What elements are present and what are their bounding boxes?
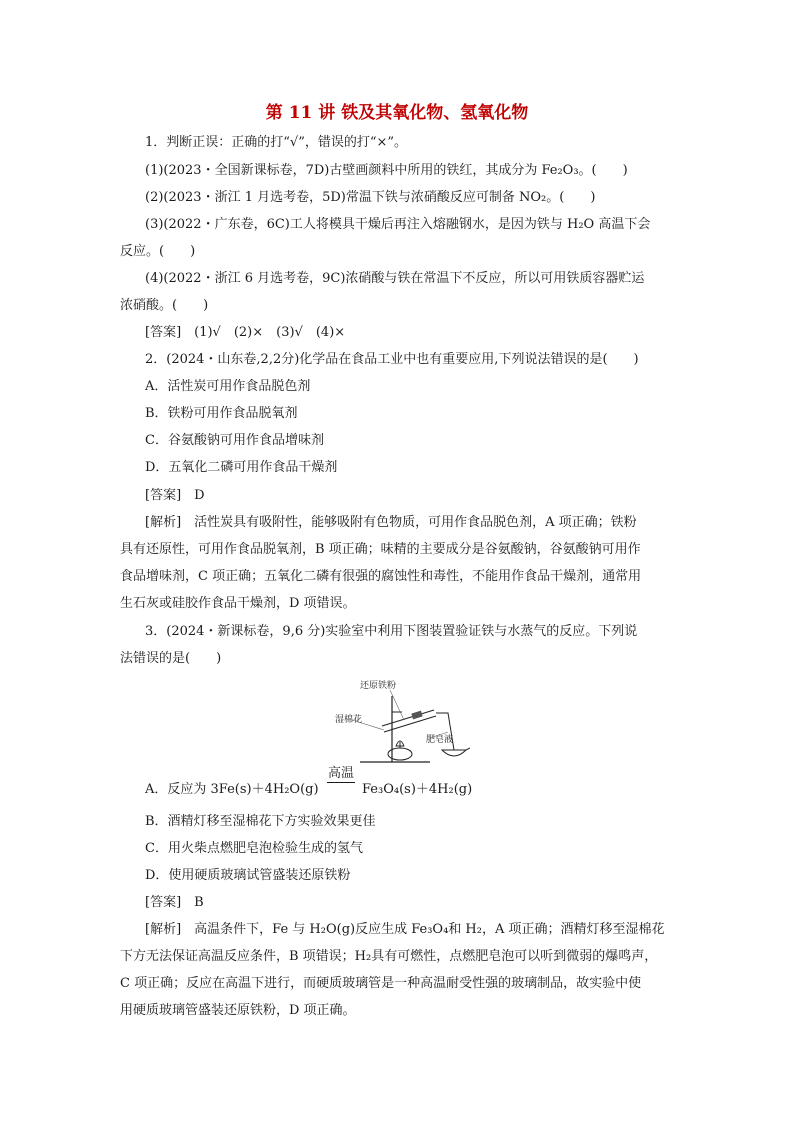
q3-option-d: D．使用硬质玻璃试管盛装还原铁粉 [145, 868, 351, 883]
q3-stem-1: 3．(2024・新课标卷，9,6 分)实验室中利用下图装置验证铁与水蒸气的反应。下列说 [145, 624, 638, 639]
q3-analysis-3: C 项正确；反应在高温下进行，而硬质玻璃管是一种高温耐受性强的玻璃制品，故实验中使 [120, 976, 642, 991]
q3-stem-2: 法错误的是( ) [120, 651, 222, 666]
label-iron-powder: 还原铁粉 [360, 681, 397, 691]
q3-option-b: B．酒精灯移至湿棉花下方实验效果更佳 [145, 814, 376, 829]
q3-option-a-left: A．反应为 3Fe(s)＋4H₂O(g) [145, 782, 319, 797]
q1-item-3-cont: 反应。( ) [120, 244, 196, 259]
evaporating-dish [442, 750, 466, 756]
q2-analysis-1: [解析] 活性炭具有吸附性，能够吸附有色物质，可用作食品脱色剂，A 项正确；铁粉 [145, 515, 637, 530]
q2-analysis-3: 食品增味剂，C 项正确；五氧化二磷有很强的腐蚀性和毒性，不能用作食品干燥剂，通常用 [120, 569, 642, 584]
q2-analysis-4: 生石灰或硅胶作食品干燥剂，D 项错误。 [120, 596, 356, 611]
q1-stem: 1．判断正误：正确的打“√”，错误的打“×”。 [145, 135, 408, 150]
q1-item-3: (3)(2022・广东卷，6C)工人将模具干燥后再注入熔融钢水，是因为铁与 H₂O 高温下会 [145, 217, 651, 232]
q3-analysis-2: 下方无法保证高温反应条件，B 项错误；H₂具有可燃性，点燃肥皂泡可以听到微弱的爆鸣声， [120, 949, 658, 964]
label-soap-solution: 肥皂液 [426, 735, 454, 745]
q3-option-a-right: Fe₃O₄(s)＋4H₂(g) [362, 782, 473, 797]
q3-option-a-condition: 高温 [327, 766, 354, 781]
q3-analysis-4: 用硬质玻璃管盛装还原铁粉，D 项正确。 [120, 1003, 356, 1018]
q2-answer: [答案] D [145, 488, 205, 503]
page-title: 第 11 讲 铁及其氧化物、氢氧化物 [265, 103, 529, 123]
q2-analysis-2: 具有还原性，可用作食品脱氧剂，B 项正确；味精的主要成分是谷氨酸钠，谷氨酸钠可用作 [120, 542, 641, 557]
apparatus-figure [330, 676, 470, 766]
q1-item-2: (2)(2023・浙江 1 月选考卷，5D)常温下铁与浓硝酸反应可制备 NO₂。( ) [145, 190, 596, 205]
q3-option-c: C．用火柴点燃肥皂泡检验生成的氢气 [145, 841, 363, 856]
q1-item-4: (4)(2022・浙江 6 月选考卷，9C)浓硝酸与铁在常温下不反应，所以可用铁质容器贮运 [145, 271, 645, 286]
q3-answer: [答案] B [145, 895, 204, 910]
q1-answer: [答案] (1)√ (2)× (3)√ (4)× [145, 325, 346, 340]
q1-item-1: (1)(2023・全国新课标卷，7D)古壁画颜料中所用的铁红，其成分为 Fe₂O₃。( ) [145, 163, 628, 178]
q1-item-4-cont: 浓硝酸。( ) [120, 298, 209, 313]
reaction-tube [382, 710, 436, 732]
q2-option-d: D．五氧化二磷可用作食品干燥剂 [145, 460, 338, 475]
q2-stem: 2．(2024・山东卷,2,2分)化学品在食品工业中也有重要应用,下列说法错误的是( ) [145, 352, 639, 367]
q2-option-a: A．活性炭可用作食品脱色剂 [145, 379, 311, 394]
q2-option-b: B．铁粉可用作食品脱氧剂 [145, 406, 298, 421]
q2-option-c: C．谷氨酸钠可用作食品增味剂 [145, 433, 324, 448]
label-wet-cotton: 湿棉花 [335, 715, 363, 725]
q3-analysis-1: [解析] 高温条件下，Fe 与 H₂O(g)反应生成 Fe₃O₄和 H₂，A 项正确；酒精灯移至湿棉花 [145, 922, 665, 937]
